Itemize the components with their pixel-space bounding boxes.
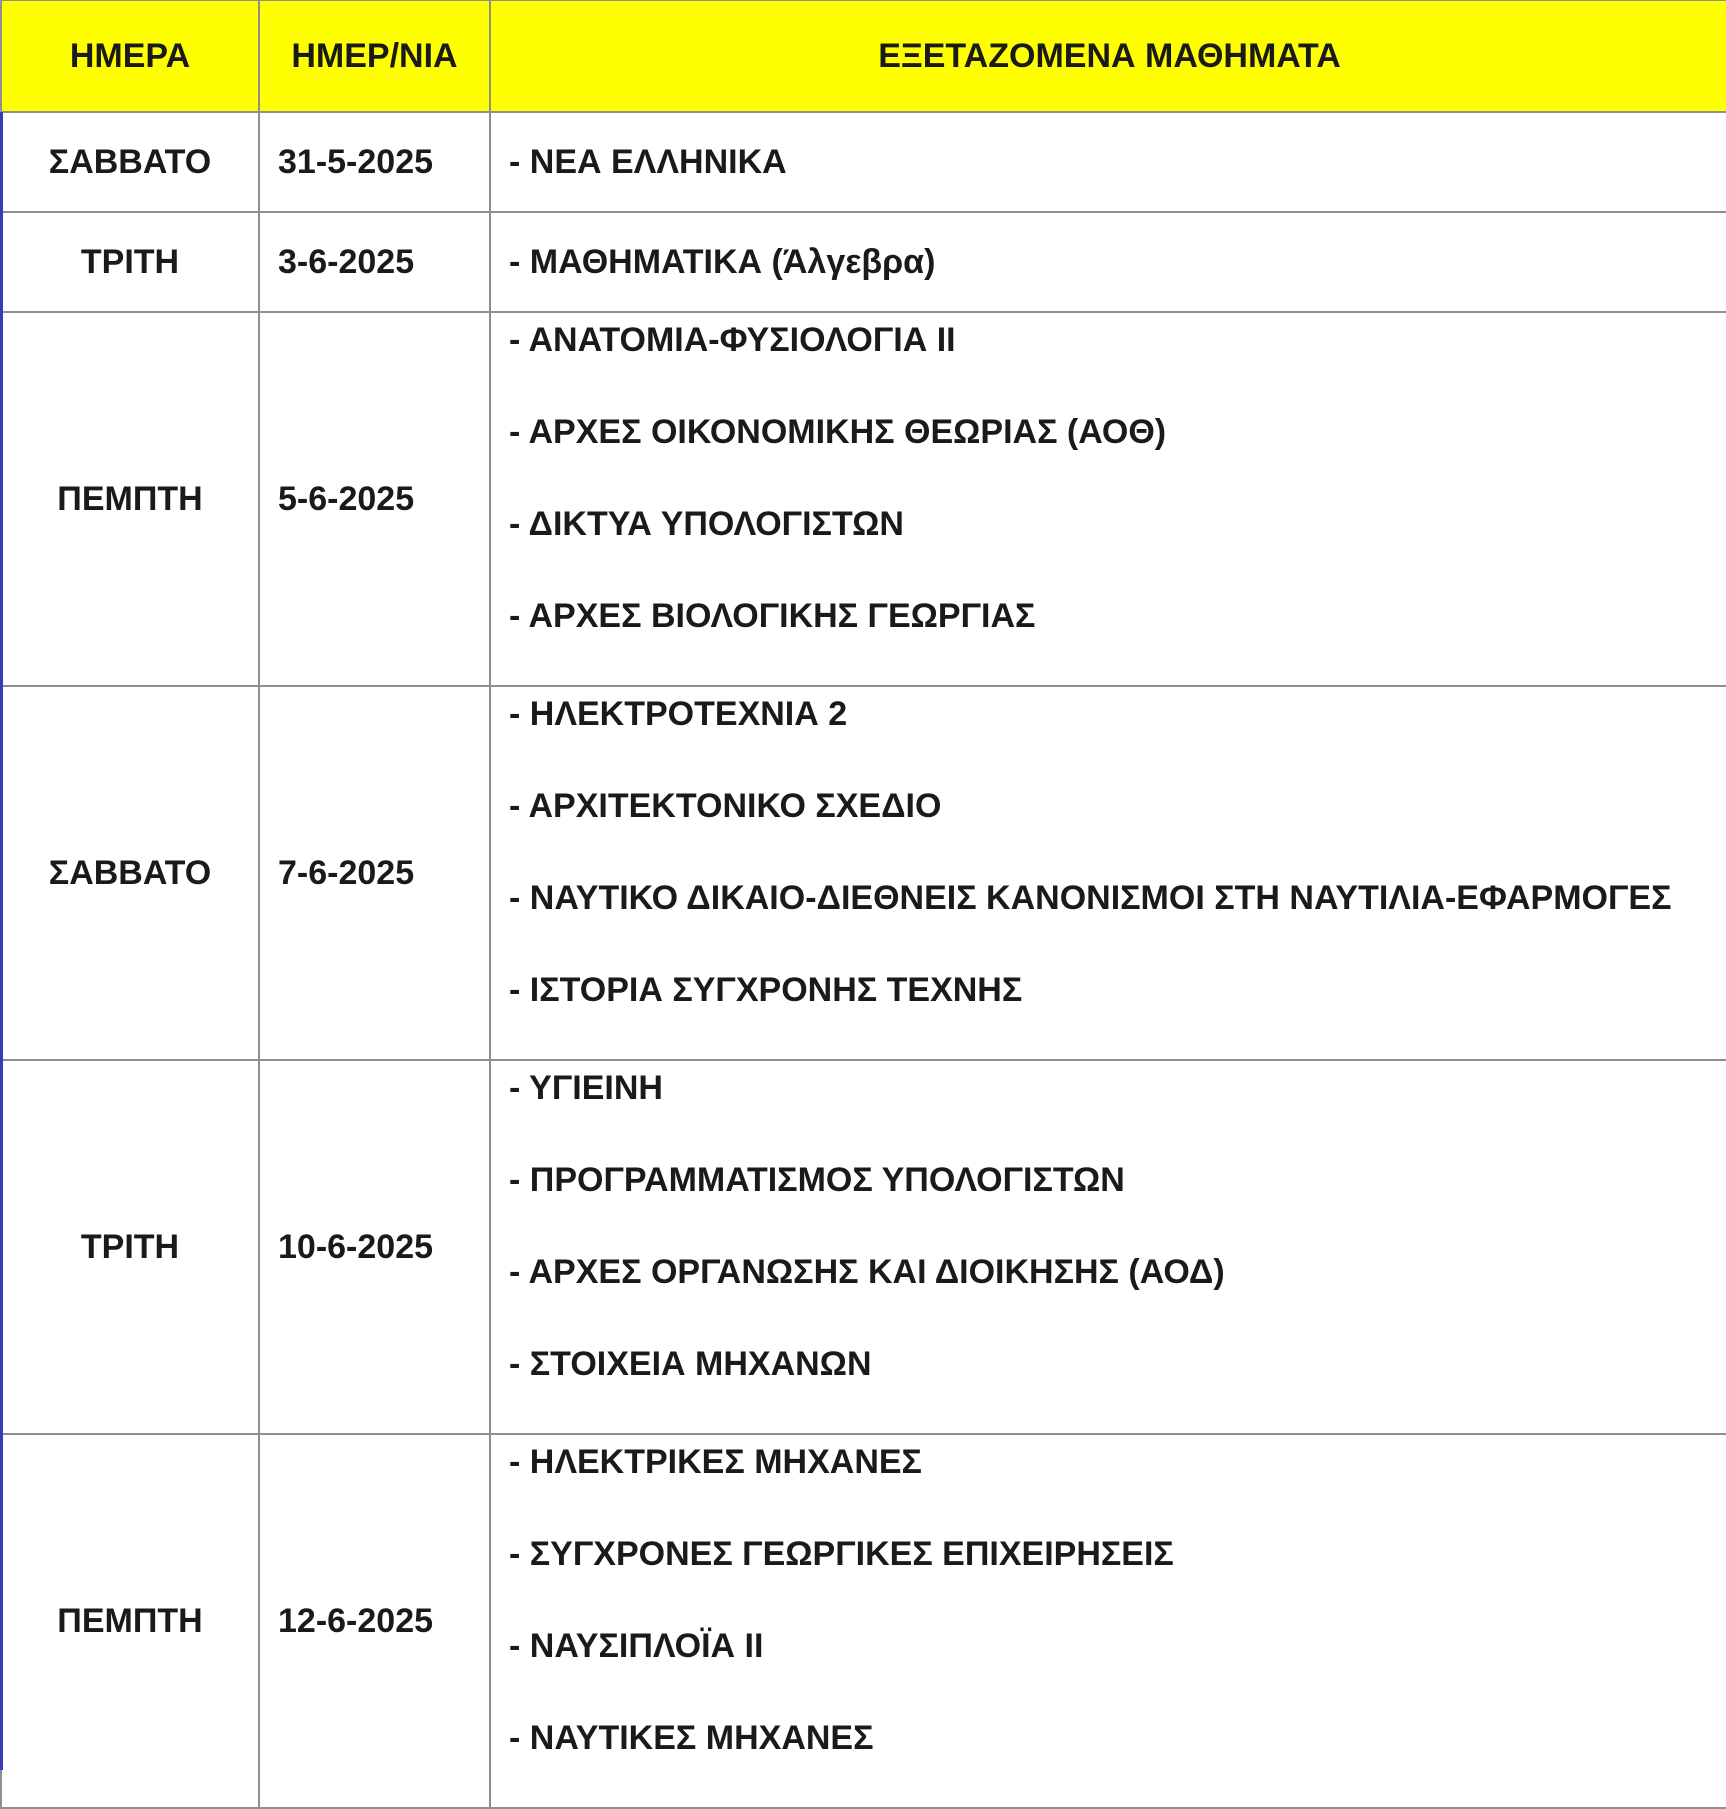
row-date: 5-6-2025: [259, 312, 490, 686]
subject-list: [509, 313, 1726, 685]
subject-item: - ΣΤΟΙΧΕΙΑ ΜΗΧΑΝΩΝ: [509, 1345, 872, 1383]
header-subjects: ΕΞΕΤΑΖΟΜΕΝΑ ΜΑΘΗΜΑΤΑ: [490, 1, 1726, 113]
table-row: [1, 312, 1726, 686]
subject-item: - ΑΡΧΕΣ ΟΙΚΟΝΟΜΙΚΗΣ ΘΕΩΡΙΑΣ (ΑΟΘ): [509, 413, 1167, 451]
header-day: ΗΜΕΡΑ: [1, 1, 259, 113]
row-date: 12-6-2025: [259, 1434, 490, 1808]
subject-item: - ΝΕΑ ΕΛΛΗΝΙΚΑ: [509, 143, 787, 181]
subject-item: - ΗΛΕΚΤΡΟΤΕΧΝΙΑ 2: [509, 695, 848, 733]
row-day: ΠΕΜΠΤΗ: [1, 312, 259, 686]
table-row: [1, 1434, 1726, 1808]
row-day: ΤΡΙΤΗ: [1, 1060, 259, 1434]
subject-item: - ΑΡΧΙΤΕΚΤΟΝΙΚΟ ΣΧΕΔΙΟ: [509, 787, 942, 825]
row-day: ΣΑΒΒΑΤΟ: [1, 686, 259, 1060]
row-subjects: [490, 1434, 1726, 1808]
subject-list: [509, 142, 1726, 182]
row-date: 7-6-2025: [259, 686, 490, 1060]
row-subjects: [490, 212, 1726, 312]
row-day: ΠΕΜΠΤΗ: [1, 1434, 259, 1808]
row-subjects: [490, 312, 1726, 686]
row-date: 3-6-2025: [259, 212, 490, 312]
table-row: [1, 112, 1726, 212]
row-subjects: [490, 1060, 1726, 1434]
subject-item: - ΑΡΧΕΣ ΟΡΓΑΝΩΣΗΣ ΚΑΙ ΔΙΟΙΚΗΣΗΣ (ΑΟΔ): [509, 1253, 1225, 1291]
subject-item: - ΝΑΥΤΙΚΟ ΔΙΚΑΙΟ-ΔΙΕΘΝΕΙΣ ΚΑΝΟΝΙΣΜΟΙ ΣΤΗ ΝΑΥΤΙΛΙΑ-ΕΦΑΡΜΟΓΕΣ: [509, 879, 1672, 917]
subject-item: - ΝΑΥΣΙΠΛΟΪΑ ΙΙ: [509, 1627, 764, 1665]
subject-item: - ΝΑΥΤΙΚΕΣ ΜΗΧΑΝΕΣ: [509, 1719, 874, 1757]
row-subjects: [490, 112, 1726, 212]
header-row: [1, 1, 1726, 113]
row-subjects: [490, 686, 1726, 1060]
row-date: 31-5-2025: [259, 112, 490, 212]
subject-item: - ΙΣΤΟΡΙΑ ΣΥΓΧΡΟΝΗΣ ΤΕΧΝΗΣ: [509, 971, 1023, 1009]
subject-list: [509, 242, 1726, 282]
subject-item: - ΥΓΙΕΙΝΗ: [509, 1069, 663, 1107]
table-row: [1, 212, 1726, 312]
subject-item: - ΜΑΘΗΜΑΤΙΚΑ (Άλγεβρα): [509, 243, 936, 281]
row-day: ΣΑΒΒΑΤΟ: [1, 112, 259, 212]
subject-item: - ΣΥΓΧΡΟΝΕΣ ΓΕΩΡΓΙΚΕΣ ΕΠΙΧΕΙΡΗΣΕΙΣ: [509, 1535, 1174, 1573]
subject-item: - ΠΡΟΓΡΑΜΜΑΤΙΣΜΟΣ ΥΠΟΛΟΓΙΣΤΩΝ: [509, 1161, 1125, 1199]
row-day: ΤΡΙΤΗ: [1, 212, 259, 312]
row-date: 10-6-2025: [259, 1060, 490, 1434]
subject-list: [509, 687, 1726, 1059]
subject-list: [509, 1435, 1726, 1807]
subject-list: [509, 1061, 1726, 1433]
table-row: [1, 1060, 1726, 1434]
subject-item: - ΗΛΕΚΤΡΙΚΕΣ ΜΗΧΑΝΕΣ: [509, 1443, 922, 1481]
table-row: [1, 686, 1726, 1060]
left-edge-line: [0, 112, 3, 1770]
subject-item: - ΑΝΑΤΟΜΙΑ-ΦΥΣΙΟΛΟΓΙΑ ΙΙ: [509, 321, 956, 359]
subject-item: - ΔΙΚΤΥΑ ΥΠΟΛΟΓΙΣΤΩΝ: [509, 505, 904, 543]
subject-item: - ΑΡΧΕΣ ΒΙΟΛΟΓΙΚΗΣ ΓΕΩΡΓΙΑΣ: [509, 597, 1036, 635]
header-date: ΗΜΕΡ/ΝΙΑ: [259, 1, 490, 113]
